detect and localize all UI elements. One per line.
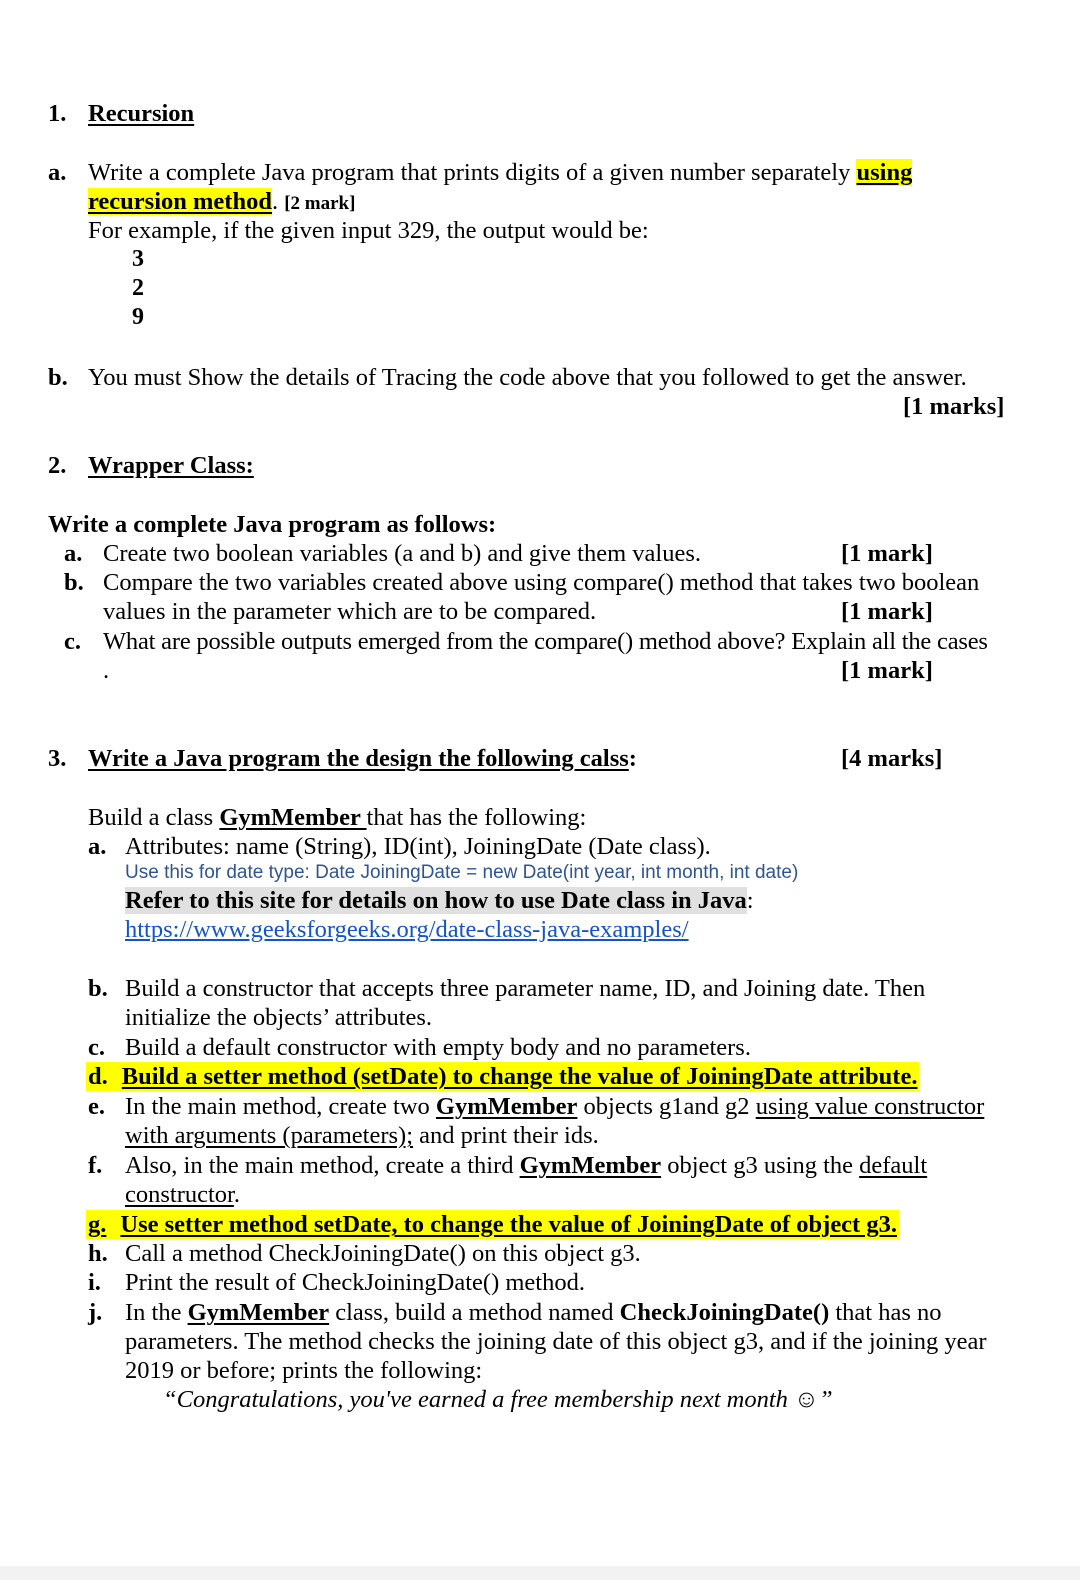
q3j-mid: class, build a method named <box>329 1299 620 1326</box>
q2a-text: Create two boolean variables (a and b) and give them values. <box>103 540 701 567</box>
q3i-text: Print the result of CheckJoiningDate() method. <box>125 1269 585 1296</box>
q3j-line3: 2019 or before; prints the following: <box>125 1357 483 1384</box>
q2b-line2: values in the parameter which are to be compared. <box>103 598 597 625</box>
q1-title: Recursion <box>88 100 195 127</box>
q3a-refer-line <box>125 886 754 915</box>
q3j-line1 <box>125 1298 942 1327</box>
q3-title: Write a Java program the design the following calss <box>88 745 629 772</box>
q1a-output-1: 3 <box>132 246 144 272</box>
q3g-letter: g. <box>88 1211 107 1238</box>
q2b-line1: Compare the two variables created above using compare() method that takes two boolean <box>103 569 980 596</box>
q3a-hint: Use this for date type: Date JoiningDate = new Date(int year, int month, int date) <box>125 862 799 883</box>
q3e-post: and print their ids. <box>413 1122 599 1149</box>
q3f-u1: default <box>859 1152 928 1179</box>
q3-class-name: GymMember <box>219 804 367 831</box>
q3j-method: CheckJoiningDate() <box>619 1299 830 1326</box>
q3d-letter: d. <box>88 1063 108 1090</box>
q1-number: 1. <box>48 100 67 127</box>
q3f-line2 <box>125 1180 240 1209</box>
q3f-letter: f. <box>88 1152 103 1179</box>
q1a-line2 <box>88 187 355 218</box>
q2c-dot: . <box>103 657 110 684</box>
q3d-text: Build a setter method (setDate) to change the value of JoiningDate attribute. <box>121 1063 918 1090</box>
q3f-mid: object g3 using the <box>661 1152 860 1179</box>
q2a-marks: [1 mark] <box>841 540 933 567</box>
q3f-post: . <box>233 1181 240 1208</box>
q3f-class-name: GymMember <box>519 1152 662 1179</box>
q1a-after: . <box>271 188 285 215</box>
q3e-u1: using value constructor <box>755 1093 985 1120</box>
q3j-pre: In the <box>125 1299 188 1326</box>
page-bottom-edge <box>0 1566 1080 1580</box>
q2b-marks: [1 mark] <box>841 598 933 625</box>
q2-intro: Write a complete Java program as follows: <box>48 511 497 538</box>
q3f-line1 <box>125 1151 927 1180</box>
q2c-letter: c. <box>64 628 81 655</box>
q3-title-wrap <box>88 744 637 773</box>
q3f-pre: Also, in the main method, create a third <box>125 1152 520 1179</box>
q3e-pre: In the main method, create two <box>125 1093 436 1120</box>
q2c-line1: What are possible outputs emerged from the compare() method above? Explain all the cases <box>103 628 988 655</box>
q3g-highlight-row <box>86 1210 899 1239</box>
q3a-text: Attributes: name (String), ID(int), JoiningDate (Date class). <box>125 833 711 860</box>
q3-build-intro <box>88 803 586 832</box>
q3e-mid: objects g1and g2 <box>577 1093 756 1120</box>
q3j-line2: parameters. The method checks the joining date of this object g3, and if the joining year <box>125 1328 987 1355</box>
q3e-line2 <box>125 1121 599 1150</box>
q3d-highlight-row <box>86 1062 919 1091</box>
q3j-quote: “Congratulations, you've earned a free membership next month ☺” <box>163 1386 833 1413</box>
q3-title-colon: : <box>628 745 637 772</box>
q3-number: 3. <box>48 745 67 772</box>
q1a-text: Write a complete Java program that prints digits of a given number separately <box>88 159 857 186</box>
q1a-highlight-1: using <box>856 159 913 186</box>
q3-intro-post: that has the following: <box>366 804 587 831</box>
q1a-example: For example, if the given input 329, the output would be: <box>88 217 649 244</box>
q3g-text: Use setter method setDate, to change the value of JoiningDate of object g3. <box>120 1211 897 1238</box>
q3b-line2: initialize the objects’ attributes. <box>125 1004 433 1031</box>
q3a-refer: Refer to this site for details on how to use Date class in Java <box>125 887 747 914</box>
q2-number: 2. <box>48 452 67 479</box>
q1a-letter: a. <box>48 159 67 186</box>
q3h-text: Call a method CheckJoiningDate() on this object g3. <box>125 1240 641 1267</box>
q1b-letter: b. <box>48 364 68 391</box>
q3a-letter: a. <box>88 833 107 860</box>
q3b-letter: b. <box>88 975 108 1002</box>
q3j-letter: j. <box>88 1299 103 1326</box>
q1a-output-3: 9 <box>132 304 144 330</box>
q1a-line1 <box>88 158 912 187</box>
q3j-post: that has no <box>829 1299 942 1326</box>
q3h-letter: h. <box>88 1240 108 1267</box>
q3e-letter: e. <box>88 1093 105 1120</box>
q3-intro-pre: Build a class <box>88 804 220 831</box>
q3a-url-link[interactable]: https://www.geeksforgeeks.org/date-class-java-examples/ <box>125 916 689 943</box>
q3e-line1 <box>125 1092 984 1121</box>
q1a-marks: [2 mark] <box>284 193 356 214</box>
q2b-letter: b. <box>64 569 84 596</box>
q2-title: Wrapper Class: <box>88 452 254 479</box>
q2a-letter: a. <box>64 540 83 567</box>
q3f-u2: constructor <box>125 1181 234 1208</box>
q3j-class-name: GymMember <box>187 1299 330 1326</box>
q3a-refer-colon: : <box>746 887 754 914</box>
q2c-marks: [1 mark] <box>841 657 933 684</box>
q1b-marks: [1 marks] <box>903 393 1005 420</box>
q3e-class-name: GymMember <box>435 1093 578 1120</box>
q3c-letter: c. <box>88 1034 105 1061</box>
q1a-highlight-2: recursion method <box>88 188 272 215</box>
q1b-text: You must Show the details of Tracing the code above that you followed to get the answer. <box>88 364 967 391</box>
q3-marks: [4 marks] <box>841 745 943 772</box>
q3i-letter: i. <box>88 1269 101 1296</box>
q3e-u2: with arguments (parameters); <box>125 1122 414 1149</box>
q3b-line1: Build a constructor that accepts three parameter name, ID, and Joining date. Then <box>125 975 926 1002</box>
q3c-text: Build a default constructor with empty body and no parameters. <box>125 1034 751 1061</box>
q1a-output-2: 2 <box>132 275 144 301</box>
